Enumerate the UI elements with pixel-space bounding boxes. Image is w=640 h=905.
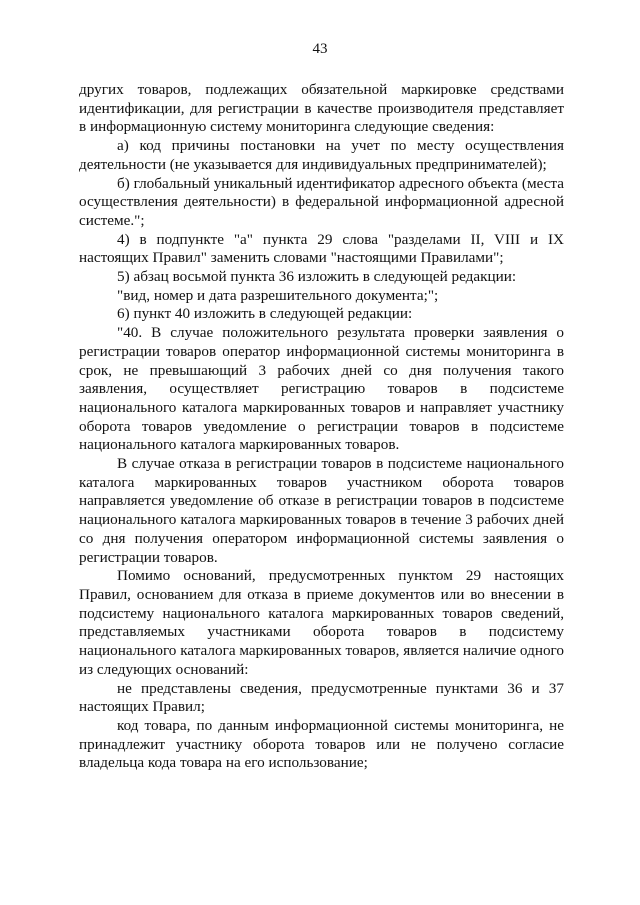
paragraph-item-4: 4) в подпункте "а" пункта 29 слова "разделами II, VIII и IX настоящих Правил" заменить словами "настоящими Правилами";: [79, 230, 564, 267]
paragraph-ground-2: код товара, по данным информационной системы мониторинга, не принадлежит участнику оборота товаров или не получено согласие владельца кода товара на его использование;: [79, 716, 564, 772]
page-number: 43: [312, 41, 328, 57]
paragraph-refusal: В случае отказа в регистрации товаров в подсистеме национального каталога маркированных товаров участником оборота товаров направляется уведомление об отказе в регистрации товаров в подсистеме национального каталога маркированных товаров в течение 3 рабочих дней со дня получения оператором информационной системы заявления о регистрации товаров.: [79, 455, 564, 566]
paragraph-item-a: а) код причины постановки на учет по месту осуществления деятельности (не указывается для индивидуальных предпринимателей);: [79, 137, 564, 173]
paragraph-item-5: 5) абзац восьмой пункта 36 изложить в следующей редакции:: [117, 268, 517, 286]
paragraph-continuation: других товаров, подлежащих обязательной маркировке средствами идентификации, для регистрации в качестве производителя представляет в информационную систему мониторинга следующие сведения:: [79, 81, 564, 136]
paragraph-grounds: Помимо оснований, предусмотренных пунктом 29 настоящих Правил, основанием для отказа в приеме документов или во внесении в подсистему национального каталога маркированных товаров сведений, представляемых участниками оборота товаров в подсистему национального каталога маркированных товаров, является наличие одного из следующих оснований:: [79, 567, 564, 678]
document-body: [79, 81, 564, 773]
paragraph-quote-permit: "вид, номер и дата разрешительного документа;";: [117, 286, 439, 304]
paragraph-item-6: 6) пункт 40 изложить в следующей редакции:: [117, 305, 413, 323]
paragraph-item-b: б) глобальный уникальный идентификатор адресного объекта (места осуществления деятельности) в федеральной информационной адресной системе.";: [79, 174, 564, 229]
paragraph-ground-1: не представлены сведения, предусмотренные пунктами 36 и 37 настоящих Правил;: [79, 679, 564, 716]
paragraph-clause-40: "40. В случае положительного результата проверки заявления о регистрации товаров оператор информационной системы мониторинга в срок, не превышающий 3 рабочих дней со дня получения такого заявления, осуществляет регистрацию товаров в подсистеме национального каталога маркированных товаров и направляет участнику оборота товаров уведомление о регистрации товаров в подсистеме национального каталога маркированных товаров.: [79, 324, 564, 454]
